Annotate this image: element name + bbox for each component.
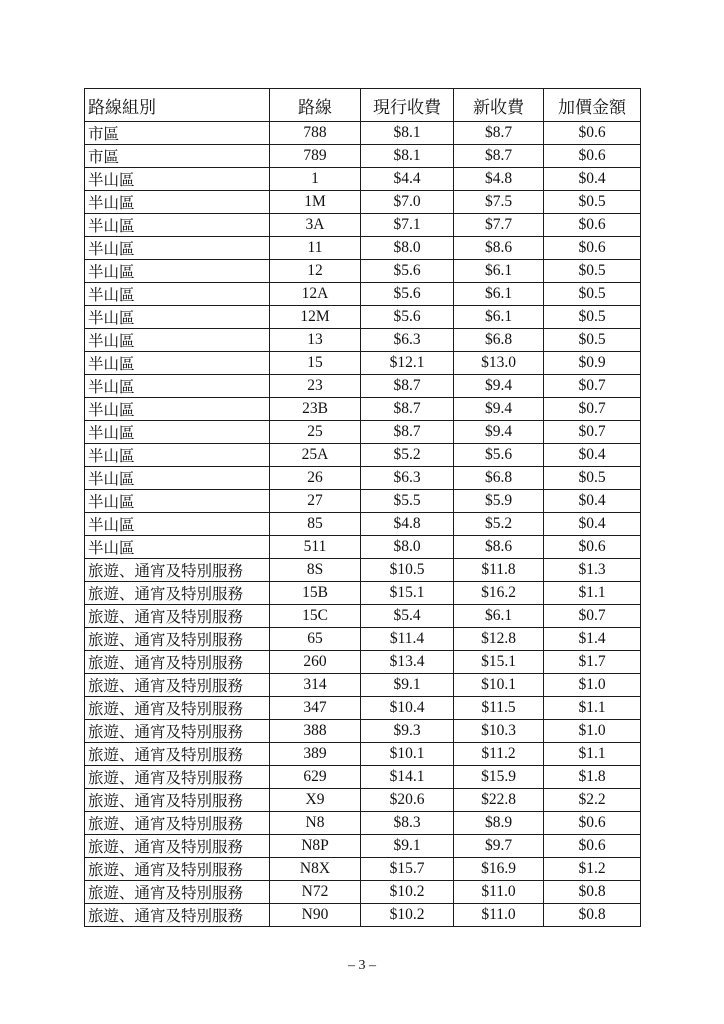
cell-increase-amount: $0.7 — [544, 398, 641, 421]
cell-route-group: 旅遊、通宵及特別服務 — [85, 697, 270, 720]
cell-new-fare: $5.6 — [454, 444, 544, 467]
cell-increase-amount: $0.7 — [544, 605, 641, 628]
cell-current-fare: $9.3 — [361, 720, 454, 743]
cell-new-fare: $8.9 — [454, 812, 544, 835]
cell-route-group: 旅遊、通宵及特別服務 — [85, 835, 270, 858]
cell-new-fare: $11.2 — [454, 743, 544, 766]
cell-route: 15B — [270, 582, 361, 605]
cell-current-fare: $10.5 — [361, 559, 454, 582]
cell-route: 26 — [270, 467, 361, 490]
cell-increase-amount: $0.4 — [544, 490, 641, 513]
cell-route-group: 旅遊、通宵及特別服務 — [85, 674, 270, 697]
cell-route-group: 半山區 — [85, 536, 270, 559]
cell-route: 25A — [270, 444, 361, 467]
cell-route-group: 市區 — [85, 145, 270, 168]
cell-current-fare: $10.4 — [361, 697, 454, 720]
cell-current-fare: $11.4 — [361, 628, 454, 651]
column-header-route-group: 路線組別 — [85, 89, 270, 122]
cell-new-fare: $15.9 — [454, 766, 544, 789]
cell-route-group: 旅遊、通宵及特別服務 — [85, 743, 270, 766]
cell-route: N90 — [270, 904, 361, 927]
cell-route-group: 旅遊、通宵及特別服務 — [85, 559, 270, 582]
cell-current-fare: $10.2 — [361, 904, 454, 927]
cell-increase-amount: $0.6 — [544, 145, 641, 168]
cell-route: 629 — [270, 766, 361, 789]
cell-new-fare: $6.8 — [454, 467, 544, 490]
table-row — [85, 168, 641, 191]
cell-new-fare: $7.7 — [454, 214, 544, 237]
table-row — [85, 122, 641, 145]
cell-current-fare: $8.3 — [361, 812, 454, 835]
cell-current-fare: $8.1 — [361, 145, 454, 168]
cell-new-fare: $10.3 — [454, 720, 544, 743]
cell-increase-amount: $0.5 — [544, 329, 641, 352]
cell-route-group: 半山區 — [85, 513, 270, 536]
fare-table-body — [85, 122, 641, 927]
cell-route-group: 旅遊、通宵及特別服務 — [85, 904, 270, 927]
table-row — [85, 145, 641, 168]
cell-current-fare: $8.0 — [361, 536, 454, 559]
table-row — [85, 490, 641, 513]
table-header-row — [85, 89, 641, 122]
cell-new-fare: $11.8 — [454, 559, 544, 582]
table-row — [85, 605, 641, 628]
cell-current-fare: $15.7 — [361, 858, 454, 881]
cell-route: 8S — [270, 559, 361, 582]
cell-route: 12A — [270, 283, 361, 306]
cell-increase-amount: $0.6 — [544, 237, 641, 260]
cell-current-fare: $7.0 — [361, 191, 454, 214]
table-row — [85, 628, 641, 651]
cell-current-fare: $4.8 — [361, 513, 454, 536]
cell-current-fare: $9.1 — [361, 674, 454, 697]
cell-route-group: 旅遊、通宵及特別服務 — [85, 858, 270, 881]
cell-current-fare: $5.5 — [361, 490, 454, 513]
cell-route: N8P — [270, 835, 361, 858]
cell-route: X9 — [270, 789, 361, 812]
cell-new-fare: $9.4 — [454, 375, 544, 398]
cell-increase-amount: $1.0 — [544, 720, 641, 743]
cell-route-group: 旅遊、通宵及特別服務 — [85, 766, 270, 789]
table-row — [85, 812, 641, 835]
cell-new-fare: $9.7 — [454, 835, 544, 858]
cell-current-fare: $4.4 — [361, 168, 454, 191]
table-row — [85, 766, 641, 789]
cell-increase-amount: $0.4 — [544, 513, 641, 536]
cell-increase-amount: $0.7 — [544, 375, 641, 398]
cell-increase-amount: $2.2 — [544, 789, 641, 812]
cell-current-fare: $14.1 — [361, 766, 454, 789]
cell-route-group: 半山區 — [85, 490, 270, 513]
cell-increase-amount: $0.9 — [544, 352, 641, 375]
cell-route: 13 — [270, 329, 361, 352]
column-header-new-fare: 新收費 — [454, 89, 544, 122]
cell-route: 12M — [270, 306, 361, 329]
column-header-route: 路線 — [270, 89, 361, 122]
table-row — [85, 444, 641, 467]
cell-route: 11 — [270, 237, 361, 260]
cell-route: 314 — [270, 674, 361, 697]
cell-route-group: 半山區 — [85, 398, 270, 421]
table-row — [85, 237, 641, 260]
cell-new-fare: $5.2 — [454, 513, 544, 536]
cell-current-fare: $10.2 — [361, 881, 454, 904]
cell-new-fare: $16.2 — [454, 582, 544, 605]
cell-new-fare: $9.4 — [454, 398, 544, 421]
cell-increase-amount: $0.5 — [544, 283, 641, 306]
cell-new-fare: $6.1 — [454, 260, 544, 283]
table-row — [85, 513, 641, 536]
cell-route: N72 — [270, 881, 361, 904]
cell-new-fare: $7.5 — [454, 191, 544, 214]
table-row — [85, 214, 641, 237]
cell-new-fare: $10.1 — [454, 674, 544, 697]
cell-route: 25 — [270, 421, 361, 444]
cell-current-fare: $8.7 — [361, 398, 454, 421]
cell-route: 65 — [270, 628, 361, 651]
cell-route: 389 — [270, 743, 361, 766]
cell-new-fare: $6.1 — [454, 605, 544, 628]
table-row — [85, 651, 641, 674]
cell-new-fare: $11.0 — [454, 881, 544, 904]
table-row — [85, 260, 641, 283]
cell-new-fare: $6.1 — [454, 283, 544, 306]
cell-route-group: 旅遊、通宵及特別服務 — [85, 582, 270, 605]
table-row — [85, 375, 641, 398]
cell-route-group: 市區 — [85, 122, 270, 145]
cell-current-fare: $12.1 — [361, 352, 454, 375]
cell-increase-amount: $0.4 — [544, 168, 641, 191]
cell-new-fare: $11.5 — [454, 697, 544, 720]
cell-increase-amount: $0.6 — [544, 835, 641, 858]
table-row — [85, 191, 641, 214]
cell-increase-amount: $0.5 — [544, 260, 641, 283]
cell-new-fare: $15.1 — [454, 651, 544, 674]
cell-increase-amount: $1.7 — [544, 651, 641, 674]
cell-current-fare: $13.4 — [361, 651, 454, 674]
table-row — [85, 789, 641, 812]
cell-new-fare: $9.4 — [454, 421, 544, 444]
cell-route: 27 — [270, 490, 361, 513]
cell-route-group: 旅遊、通宵及特別服務 — [85, 651, 270, 674]
table-row — [85, 697, 641, 720]
cell-route: 388 — [270, 720, 361, 743]
cell-route: 1 — [270, 168, 361, 191]
table-row — [85, 835, 641, 858]
cell-route: 347 — [270, 697, 361, 720]
cell-increase-amount: $1.0 — [544, 674, 641, 697]
cell-current-fare: $5.4 — [361, 605, 454, 628]
cell-new-fare: $12.8 — [454, 628, 544, 651]
cell-route-group: 旅遊、通宵及特別服務 — [85, 881, 270, 904]
cell-route-group: 半山區 — [85, 467, 270, 490]
cell-route: 789 — [270, 145, 361, 168]
cell-route-group: 半山區 — [85, 421, 270, 444]
cell-increase-amount: $0.8 — [544, 904, 641, 927]
table-row — [85, 536, 641, 559]
cell-route-group: 半山區 — [85, 168, 270, 191]
cell-route: N8 — [270, 812, 361, 835]
cell-new-fare: $22.8 — [454, 789, 544, 812]
cell-route-group: 旅遊、通宵及特別服務 — [85, 628, 270, 651]
cell-current-fare: $5.6 — [361, 306, 454, 329]
cell-route-group: 旅遊、通宵及特別服務 — [85, 812, 270, 835]
cell-current-fare: $8.1 — [361, 122, 454, 145]
table-row — [85, 743, 641, 766]
cell-increase-amount: $0.6 — [544, 812, 641, 835]
cell-route-group: 半山區 — [85, 260, 270, 283]
table-row — [85, 582, 641, 605]
cell-new-fare: $13.0 — [454, 352, 544, 375]
cell-route: 12 — [270, 260, 361, 283]
table-row — [85, 674, 641, 697]
table-row — [85, 720, 641, 743]
cell-route-group: 旅遊、通宵及特別服務 — [85, 789, 270, 812]
cell-route: 15 — [270, 352, 361, 375]
cell-route-group: 半山區 — [85, 214, 270, 237]
cell-current-fare: $8.0 — [361, 237, 454, 260]
cell-current-fare: $6.3 — [361, 467, 454, 490]
cell-new-fare: $8.6 — [454, 536, 544, 559]
cell-current-fare: $15.1 — [361, 582, 454, 605]
table-row — [85, 881, 641, 904]
cell-increase-amount: $0.6 — [544, 214, 641, 237]
cell-route: 85 — [270, 513, 361, 536]
cell-current-fare: $8.7 — [361, 421, 454, 444]
cell-route-group: 旅遊、通宵及特別服務 — [85, 605, 270, 628]
cell-route: 1M — [270, 191, 361, 214]
cell-increase-amount: $1.3 — [544, 559, 641, 582]
cell-route-group: 半山區 — [85, 352, 270, 375]
cell-route: N8X — [270, 858, 361, 881]
cell-increase-amount: $0.5 — [544, 306, 641, 329]
cell-route-group: 半山區 — [85, 306, 270, 329]
cell-route-group: 半山區 — [85, 375, 270, 398]
cell-increase-amount: $0.5 — [544, 467, 641, 490]
cell-current-fare: $5.2 — [361, 444, 454, 467]
table-row — [85, 329, 641, 352]
cell-route-group: 半山區 — [85, 191, 270, 214]
cell-increase-amount: $0.6 — [544, 536, 641, 559]
cell-current-fare: $9.1 — [361, 835, 454, 858]
cell-current-fare: $10.1 — [361, 743, 454, 766]
table-row — [85, 559, 641, 582]
column-header-increase-amount: 加價金額 — [544, 89, 641, 122]
cell-new-fare: $11.0 — [454, 904, 544, 927]
cell-increase-amount: $1.8 — [544, 766, 641, 789]
cell-new-fare: $6.8 — [454, 329, 544, 352]
table-row — [85, 306, 641, 329]
cell-route-group: 半山區 — [85, 444, 270, 467]
cell-increase-amount: $1.1 — [544, 743, 641, 766]
cell-route-group: 半山區 — [85, 329, 270, 352]
table-row — [85, 421, 641, 444]
page-number: – 3 – — [348, 958, 376, 973]
cell-route: 15C — [270, 605, 361, 628]
table-row — [85, 858, 641, 881]
cell-route: 788 — [270, 122, 361, 145]
cell-new-fare: $8.7 — [454, 145, 544, 168]
cell-current-fare: $20.6 — [361, 789, 454, 812]
cell-new-fare: $6.1 — [454, 306, 544, 329]
cell-increase-amount: $0.4 — [544, 444, 641, 467]
fare-table — [84, 88, 641, 927]
cell-new-fare: $8.6 — [454, 237, 544, 260]
cell-current-fare: $8.7 — [361, 375, 454, 398]
cell-route-group: 半山區 — [85, 283, 270, 306]
cell-new-fare: $16.9 — [454, 858, 544, 881]
table-row — [85, 352, 641, 375]
cell-new-fare: $8.7 — [454, 122, 544, 145]
cell-current-fare: $6.3 — [361, 329, 454, 352]
column-header-current-fare: 現行收費 — [361, 89, 454, 122]
cell-route: 260 — [270, 651, 361, 674]
cell-new-fare: $5.9 — [454, 490, 544, 513]
table-row — [85, 283, 641, 306]
table-row — [85, 467, 641, 490]
cell-route: 23 — [270, 375, 361, 398]
cell-route-group: 旅遊、通宵及特別服務 — [85, 720, 270, 743]
cell-current-fare: $5.6 — [361, 283, 454, 306]
cell-increase-amount: $1.1 — [544, 697, 641, 720]
cell-route-group: 半山區 — [85, 237, 270, 260]
cell-increase-amount: $1.4 — [544, 628, 641, 651]
cell-increase-amount: $0.5 — [544, 191, 641, 214]
cell-route: 23B — [270, 398, 361, 421]
cell-route: 3A — [270, 214, 361, 237]
cell-increase-amount: $1.1 — [544, 582, 641, 605]
cell-route: 511 — [270, 536, 361, 559]
cell-new-fare: $4.8 — [454, 168, 544, 191]
cell-current-fare: $5.6 — [361, 260, 454, 283]
cell-increase-amount: $0.8 — [544, 881, 641, 904]
cell-increase-amount: $0.7 — [544, 421, 641, 444]
cell-increase-amount: $1.2 — [544, 858, 641, 881]
cell-increase-amount: $0.6 — [544, 122, 641, 145]
cell-current-fare: $7.1 — [361, 214, 454, 237]
table-row — [85, 398, 641, 421]
table-row — [85, 904, 641, 927]
